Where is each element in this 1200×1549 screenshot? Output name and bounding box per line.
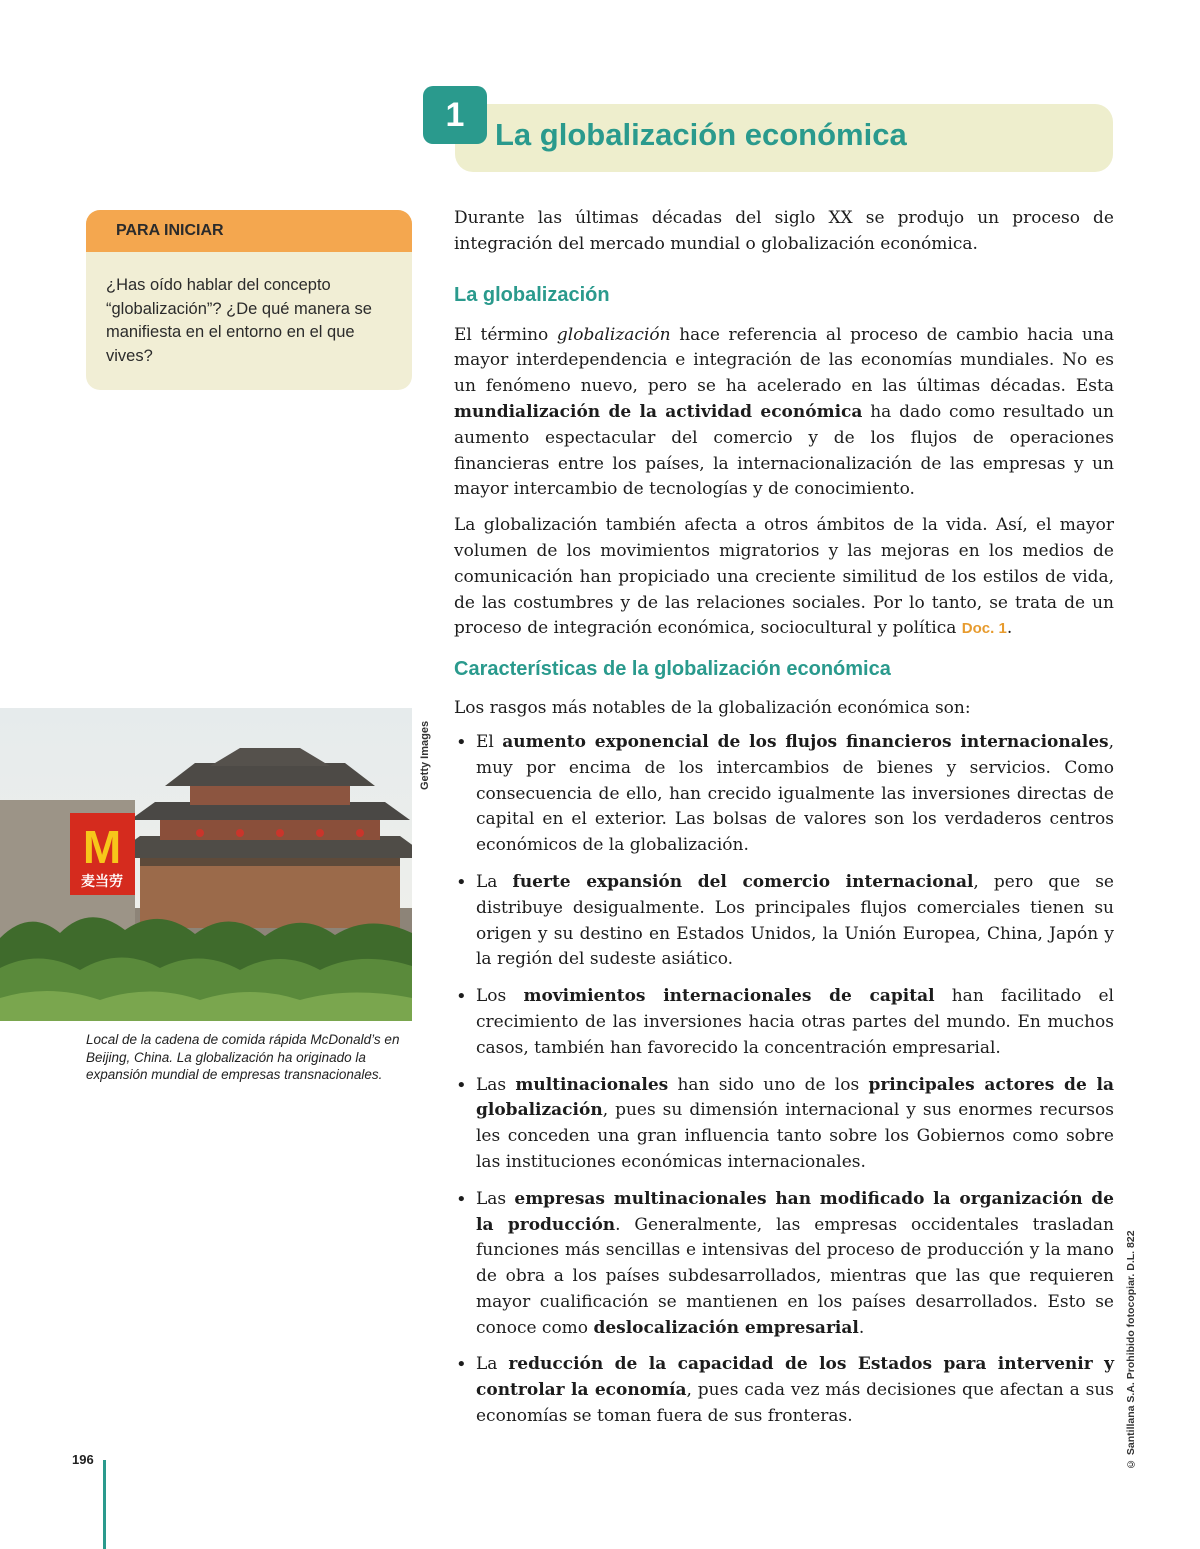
- section2-lead: Los rasgos más notables de la globalización económica son:: [454, 698, 971, 719]
- bullet-text: La: [476, 1354, 509, 1375]
- list-item: [454, 1187, 1114, 1342]
- bullet-bold: principales actores de la globalización: [476, 1074, 1114, 1121]
- mcdonalds-beijing-photo: [0, 708, 412, 1021]
- bullet-bold: reducción de la capacidad de los Estados para intervenir y controlar la economía: [476, 1354, 1114, 1401]
- bullet-text: Las: [476, 1074, 516, 1095]
- bullet-text: El: [476, 731, 503, 752]
- bullet-text: . Generalmente, las empresas occidentales trasladan funciones más sencillas e intensivas del proceso de producción y la mano de obra a los países subdesarrollados, mientras que las que requieren mayor cualificación se mantienen en los países desarrollados. Esto se conoce como: [476, 1214, 1114, 1338]
- bullet-text: Las: [476, 1188, 515, 1209]
- bullet-bold: multinacionales: [515, 1074, 669, 1095]
- mcdonalds-logo-letter: M: [82, 821, 122, 873]
- chapter-number-badge: 1: [423, 86, 487, 144]
- para-iniciar-box: [86, 210, 412, 390]
- section-heading-caracteristicas: Características de la globalización económica: [454, 658, 891, 681]
- para-iniciar-heading: PARA INICIAR: [86, 210, 412, 252]
- bullet-text: , pero que se distribuye desigualmente. Los principales flujos comerciales tienen su origen y su destino en Estados Unidos, la Unión Europea, China, Japón y la región del sudeste asiático.: [476, 871, 1114, 970]
- intro-century: XX: [828, 208, 853, 228]
- list-item: [454, 730, 1114, 859]
- p1-text-c: ha dado como resultado un aumento espectacular del comercio y de los flujos de operaciones financieras entre los países, la internacionalización de las empresas y un mayor intercambio de tecnologías y de conocimiento.: [454, 401, 1114, 500]
- bullet-bold: aumento exponencial de los flujos financieros internacionales: [502, 731, 1109, 752]
- characteristics-list: [454, 730, 1114, 1430]
- intro-text-b: se produjo un proceso de integración del mercado mundial o globalización económica.: [454, 208, 1114, 254]
- main-column: [454, 206, 1114, 1441]
- bullet-bold: movimientos internacionales de capital: [523, 986, 935, 1007]
- section-heading-globalizacion: La globalización: [454, 283, 610, 306]
- bullet-text: han sido uno de los: [668, 1074, 869, 1095]
- doc-reference-link[interactable]: Doc. 1: [961, 620, 1007, 638]
- mcdonalds-sign-chinese: 麦当劳: [81, 874, 123, 890]
- p1-text-b: hace referencia al proceso de cambio hacia una mayor interdependencia e integración de las economías mundiales. No es un fenómeno nuevo, pero se ha acelerado en las últimas décadas. Esta: [454, 324, 1114, 397]
- list-item: [454, 1352, 1114, 1429]
- p1-italic-term: globalización: [556, 324, 671, 345]
- para-iniciar-question: ¿Has oído hablar del concepto “globalización”? ¿De qué manera se manifiesta en el entorno en el que vives?: [106, 276, 372, 365]
- p1-bold-term: mundialización de la actividad económica: [454, 401, 863, 422]
- page-title: La globalización económica: [495, 117, 907, 152]
- bullet-text: han facilitado el crecimiento de las inversiones hacia otras partes del mundo. En muchos casos, también han favorecido la concentración empresarial.: [476, 986, 1114, 1058]
- section1-paragraph-1: [454, 323, 1114, 504]
- photo-credit: Getty Images: [419, 720, 431, 790]
- p2-text: La globalización también afecta a otros ámbitos de la vida. Así, el mayor volumen de los movimientos migratorios y las mejoras en los medios de comunicación han propiciado una creciente similitud de los estilos de vida, de las costumbres y de las relaciones sociales. Por lo tanto, se trata de un proceso de integración económica, sociocultural y política: [454, 515, 1114, 639]
- bullet-text: , pues su dimensión internacional y sus enormes recursos les conceden una gran influencia tanto sobre los Gobiernos como sobre las instituciones económicas internacionales.: [476, 1100, 1114, 1172]
- intro-paragraph: [454, 206, 1114, 258]
- p2-end: .: [1006, 618, 1013, 639]
- bullet-bold: fuerte expansión del comercio internacional: [512, 871, 974, 892]
- intro-text-a: Durante las últimas décadas del siglo: [454, 208, 829, 228]
- bullet-text: La: [476, 871, 513, 892]
- bullet-bold: deslocalización empresarial: [593, 1317, 859, 1338]
- p1-text-a: El término: [454, 324, 557, 345]
- bullet-bold: empresas multinacionales han modificado la organización de la producción: [476, 1188, 1114, 1235]
- page-number-rule: [103, 1460, 106, 1549]
- bullet-text: , pues cada vez más decisiones que afectan a sus economías se toman fuera de sus fronteras.: [476, 1380, 1114, 1427]
- photo-caption: Local de la cadena de comida rápida McDonald’s en Beijing, China. La globalización ha originado la expansión mundial de empresas transnacionales.: [86, 1032, 400, 1082]
- bullet-text: , muy por encima de los intercambios de bienes y servicios. Como consecuencia de ello, han crecido igualmente las inversiones directas de capital en el exterior. Las bolsas de valores son los verdaderos centros económicos de la globalización.: [476, 731, 1114, 856]
- list-item: [454, 870, 1114, 973]
- list-item: [454, 984, 1114, 1061]
- page-number: 196: [72, 1452, 94, 1467]
- list-item: [454, 1073, 1114, 1176]
- bullet-text: .: [858, 1317, 865, 1338]
- copyright-notice: © Santillana S.A. Prohibido fotocopiar. D.L. 822: [1125, 1230, 1137, 1470]
- section1-paragraph-2: [454, 513, 1114, 642]
- bullet-text: Los: [476, 986, 524, 1007]
